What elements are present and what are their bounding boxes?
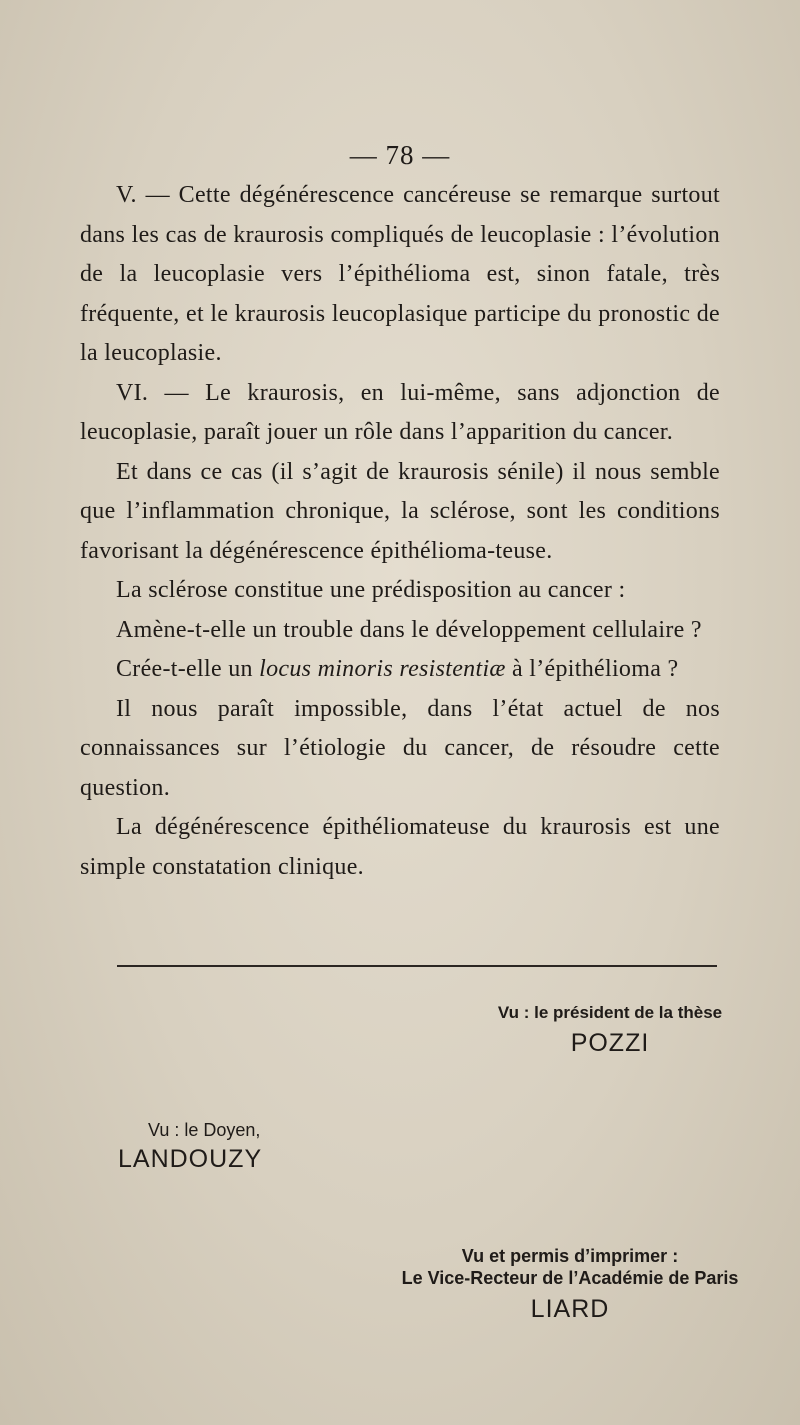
paragraph-question-1: Amène-t-elle un trouble dans le développement cellulaire ? <box>116 616 702 643</box>
paragraph-sclerose: La sclérose constitue une prédisposition au cancer : <box>116 577 626 603</box>
permis-name: LIARD <box>530 1295 610 1323</box>
question-2-start: Crée-t-elle un <box>116 656 260 682</box>
paragraph-vi: VI. — Le kraurosis, en lui-même, sans adjonction de leucoplasie, paraît jouer un rôle dans l’apparition du cancer. <box>80 379 720 445</box>
president-name: POZZI <box>570 1029 650 1057</box>
signature-permis <box>380 1245 760 1324</box>
horizontal-rule <box>117 965 717 967</box>
paragraph-v: V. — Cette dégénérescence cancéreuse se remarque surtout dans les cas de kraurosis compliqués de leucoplasie : l’évolution de la leucoplasie vers l’épithélioma est, sinon fatale, très fréquente, et le kraurosis leucoplasique participe du pronostic de la leucoplasie. <box>80 182 720 366</box>
doyen-name: LANDOUZY <box>118 1145 263 1173</box>
body-text <box>80 176 720 887</box>
paragraph-impossible: Il nous paraît impossible, dans l’état actuel de nos connaissances sur l’étiologie du cancer, de résoudre cette question. <box>80 695 720 801</box>
question-2-end: à l’épithélioma ? <box>505 656 679 682</box>
paragraph-senile: Et dans ce cas (il s’agit de kraurosis sénile) il nous semble que l’inflammation chronique, la sclérose, sont les conditions favorisant la dégénérescence épithélioma-teuse. <box>80 458 720 564</box>
paragraph-question-2 <box>80 650 720 690</box>
paragraph-conclusion: La dégénérescence épithéliomateuse du kraurosis est une simple constatation clinique. <box>80 814 720 880</box>
vice-recteur-label: Le Vice-Recteur de l’Académie de Paris <box>401 1268 739 1288</box>
permis-label: Vu et permis d’imprimer : <box>461 1246 679 1266</box>
page-number: — 78 — <box>349 140 451 170</box>
signature-president <box>460 1003 760 1058</box>
doyen-label: Vu : le Doyen, <box>148 1120 261 1140</box>
signature-doyen <box>118 1120 262 1174</box>
latin-phrase: locus minoris resistentiæ <box>259 656 506 682</box>
president-label: Vu : le président de la thèse <box>497 1003 723 1022</box>
